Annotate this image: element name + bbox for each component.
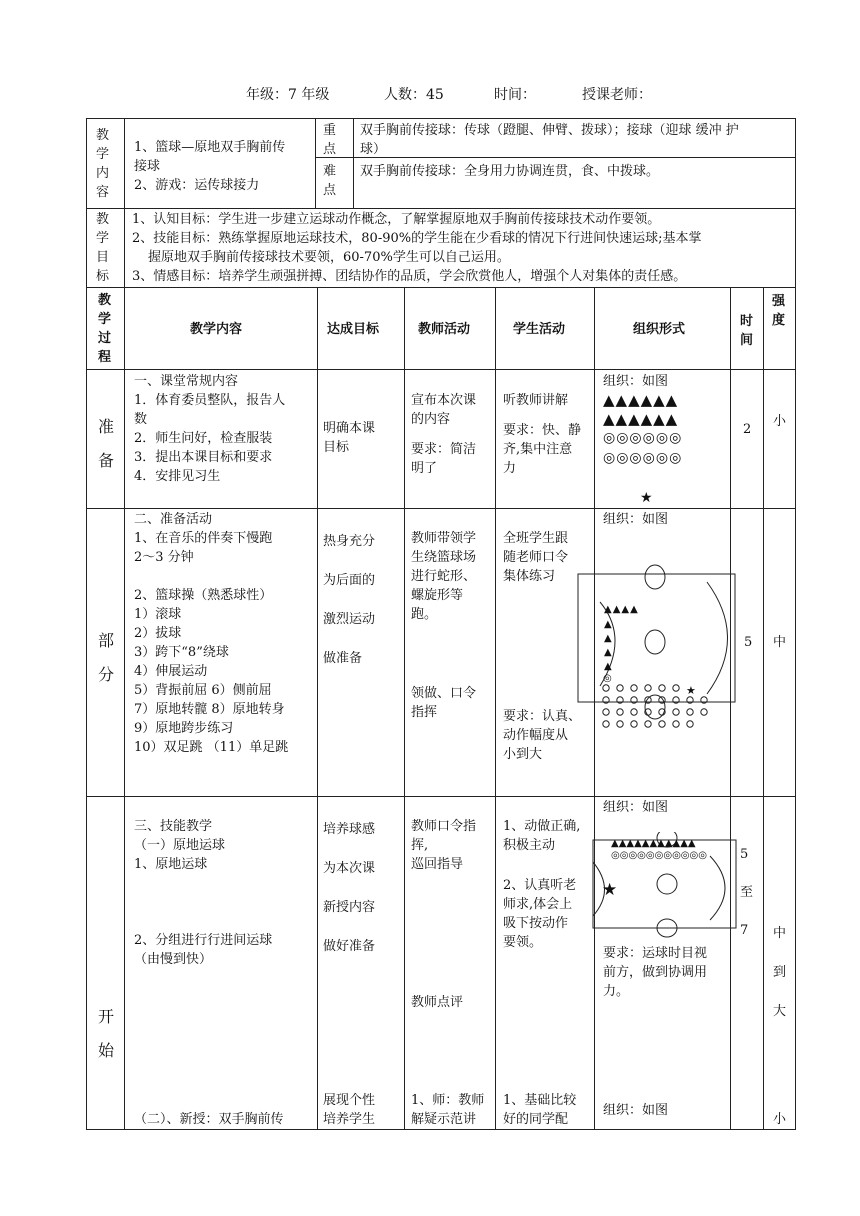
header-intensity: 强 度 xyxy=(772,294,786,328)
skill-triangle-row: ▲▲▲▲▲▲▲▲▲▲▲ xyxy=(611,838,696,849)
court-top-circle xyxy=(645,565,665,589)
warmup-org-label: 组织：如图 xyxy=(603,512,669,527)
prep-student: 听教师讲解 要求：快、静 齐,集中注意 力 xyxy=(503,393,582,476)
student-count-label: 人数：45 xyxy=(384,87,444,103)
key-point-text: 双手胸前传接球：传球（蹬腿、伸臂、拨球）；接球（迎球 缓冲 护 球） xyxy=(360,123,739,157)
stage-prep: 准 备 xyxy=(98,417,115,470)
warmup-student-a: 全班学生跟 随老师口令 集体练习 xyxy=(503,531,569,584)
header-org: 组织形式 xyxy=(633,322,686,337)
skill-court-right-arc xyxy=(710,856,725,920)
court-center-circle xyxy=(645,630,665,654)
prep-circle-row-2: ◎◎◎◎◎◎ xyxy=(603,450,683,466)
skill-teacher-new: 1、师：教师 解疑示范讲 xyxy=(411,1093,485,1127)
warmup-triangle-row: ▲▲▲▲ xyxy=(604,604,639,615)
skill-intensity-new: 小 xyxy=(773,1112,787,1127)
skill-time: 5 至 7 xyxy=(740,847,754,938)
warmup-student-circles xyxy=(600,682,720,734)
grade-label: 年级：7 年级 xyxy=(246,87,330,103)
skill-teacher-b: 教师点评 xyxy=(411,995,464,1010)
skill-student-b: 2、认真听老 师求,体会上 吸下按动作 要领。 xyxy=(503,878,577,950)
prep-teacher: 宣布本次课 的内容 要求：简洁 明了 xyxy=(411,393,477,476)
header-student: 学生活动 xyxy=(513,322,566,337)
skill-teacher-star-icon: ★ xyxy=(602,880,618,900)
prep-org-label: 组织：如图 xyxy=(603,374,669,389)
header-process: 教 学 过 程 xyxy=(98,293,112,365)
teacher-star-icon: ★ xyxy=(640,490,653,506)
content-section-label: 教 学 内 容 xyxy=(96,128,110,200)
header-teacher: 教师活动 xyxy=(418,322,471,337)
prep-triangle-row-1: ▲▲▲▲▲▲ xyxy=(603,391,679,409)
warmup-content: 二、准备活动 1、在音乐的伴奏下慢跑 2～3 分钟 2、篮球操（熟悉球性） 1）滚球 2）拔球 3）跨下“8”绕球 4）伸展运动 5）背振前屈 6）侧前屈 7）原地转髋 8）原地转身 9）原地跨步练习 10）双足跳 （11）单足跳 xyxy=(134,512,289,755)
warmup-teacher-a: 教师带领学 生绕篮球场 进行蛇形、 螺旋形等 跑。 xyxy=(411,531,477,622)
teacher-label: 授课老师： xyxy=(582,87,652,103)
warmup-teacher-b: 领做、口令 指挥 xyxy=(411,686,477,720)
warmup-intensity: 中 xyxy=(773,635,787,650)
goals-text: 1、认知目标：学生进一步建立运球动作概念，了解掌握原地双手胸前传接球技术动作要领。 2、技能目标：熟练掌握原地运球技术，80-90%的学生能在少看球的情况下行进间快速运球;基本掌 握原地双手胸前传接球技术要领，60-70%学生可以自己运用。 3、情感目标：培养学生顽强拼搏、团结协作的品质，学会欣赏他人，增强个人对集体的责任感。 xyxy=(132,212,702,284)
time-label: 时间： xyxy=(494,87,536,103)
prep-triangle-row-2: ▲▲▲▲▲▲ xyxy=(603,410,679,428)
stage-warmup: 部 分 xyxy=(98,631,115,684)
warmup-student-b: 要求：认真、 动作幅度从 小到大 xyxy=(503,709,582,762)
warmup-goal: 热身充分 为后面的 激烈运动 做准备 xyxy=(323,534,376,666)
skill-goal-new: 展现个性 培养学生 xyxy=(323,1093,376,1127)
prep-content: 一、课堂常规内容 1．体育委员整队，报告人 数 2．师生问好，检查服装 3．提出本课目标和要求 4．安排见习生 xyxy=(134,374,286,484)
prep-time: 2 xyxy=(743,422,752,437)
skill-student-new: 1、基础比较 好的同学配 xyxy=(503,1093,577,1127)
difficulty-text: 双手胸前传接球：全身用力协调连贯，食、中拨球。 xyxy=(360,164,660,179)
warmup-triangle-column: ▲ ▲ ▲ ▲ xyxy=(604,619,612,672)
court-right-arc xyxy=(707,582,728,694)
skill-org-requirement: 要求：运球时目视 前方，做到协调用 力。 xyxy=(603,946,708,999)
skill-goal: 培养球感 为本次课 新授内容 做好准备 xyxy=(323,822,376,954)
skill-content-new: （二）、新授：双手胸前传 xyxy=(134,1112,284,1127)
skill-org-label: 组织：如图 xyxy=(603,800,669,815)
warmup-teacher-star-icon: ★ xyxy=(686,684,696,697)
prep-goal: 明确本课 目标 xyxy=(323,421,376,455)
skill-court-center-circle xyxy=(657,874,677,894)
header-goal: 达成目标 xyxy=(327,322,380,337)
key-point-label: 重 点 xyxy=(323,123,337,157)
skill-org-label-new: 组织：如图 xyxy=(603,1103,669,1118)
prep-circle-row-1: ◎◎◎◎◎◎ xyxy=(603,430,683,446)
warmup-time: 5 xyxy=(744,635,753,650)
stage-start: 开 始 xyxy=(98,1007,115,1060)
skill-student-a: 1、动做正确, 积极主动 xyxy=(503,819,581,853)
header-content: 教学内容 xyxy=(190,322,243,337)
content-items: 1、篮球—原地双手胸前传 接球 2、游戏：运传球接力 xyxy=(134,140,286,193)
prep-intensity: 小 xyxy=(773,414,787,429)
difficulty-label: 难 点 xyxy=(323,164,337,198)
goals-section-label: 教 学 目 标 xyxy=(96,212,110,284)
skill-intensity: 中 到 大 xyxy=(773,926,787,1019)
header-time: 时 间 xyxy=(740,314,754,348)
warmup-circle-marker: ◎ xyxy=(603,673,612,684)
skill-content: 三、技能教学 （一）原地运球 1、原地运球 2、分组进行行进间运球 （由慢到快） xyxy=(134,819,273,967)
skill-circle-row: ◎◎◎◎◎◎◎◎◎◎◎ xyxy=(611,850,707,861)
skill-teacher-a: 教师口令指 挥, 巡回指导 xyxy=(411,819,477,872)
